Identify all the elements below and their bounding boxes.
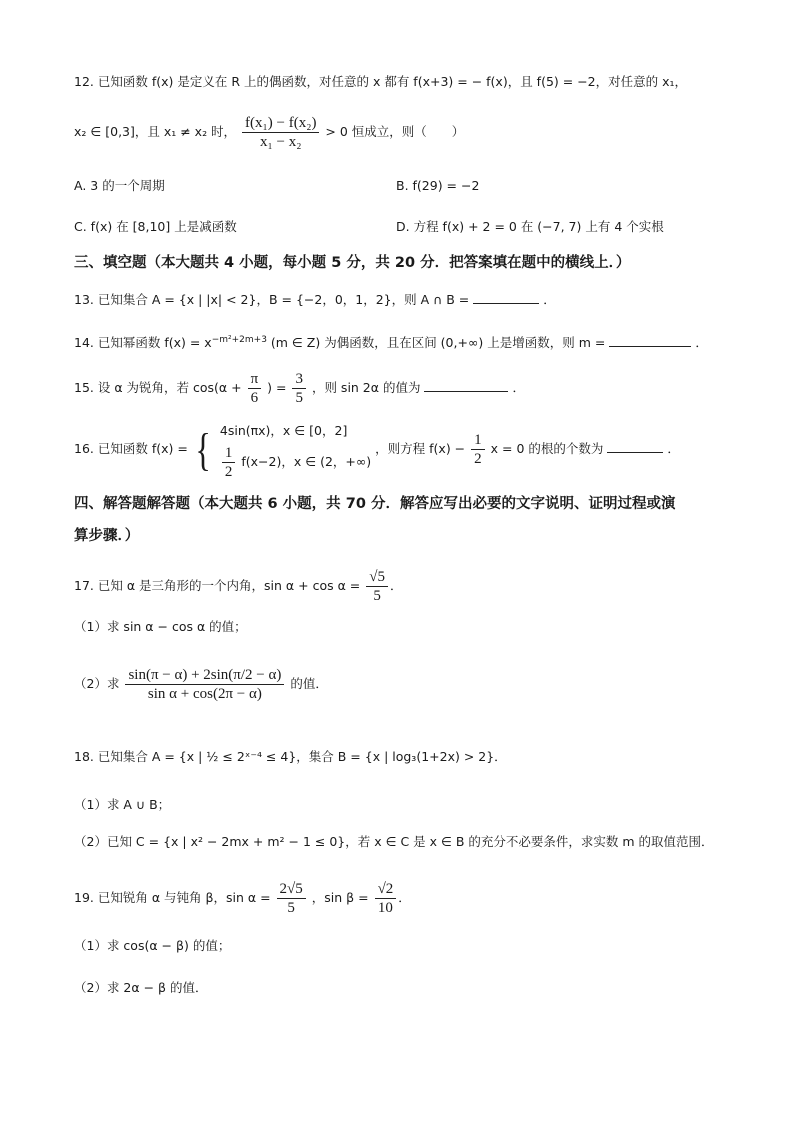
q17-text-pre: 17. 已知 α 是三角形的一个内角，sin α + cos α = — [74, 578, 361, 593]
q19-alpha-den: 5 — [287, 900, 295, 916]
q16-case-2 — [220, 444, 371, 481]
q14-text-pre: 14. 已知幂函数 f(x) = x — [74, 335, 212, 351]
q16-case2-den: 2 — [224, 464, 233, 480]
q12-fraction — [242, 114, 319, 151]
q14-answer-blank — [609, 333, 691, 347]
q15-value-den: 5 — [295, 390, 303, 406]
section-4-heading-line1: 四、解答题解答题（本大题共 6 小题，共 70 分．解答应写出必要的文字说明、证明过程或演 — [74, 496, 676, 512]
q16-case2-expr: f(x−2)，x ∈ (2，+∞) — [241, 454, 372, 469]
q12-frac-den: x₁ − x₂ — [260, 134, 302, 150]
q16: 16. 已知函数 f(x) = { 4sin(πx)，x ∈ [0，2] $\frac{1}{2}$ f(x−2)，x ∈ (2，+∞) ，则方程 f(x) − $\frac{1}{2}$ x = 0 的根的个数为 ． — [74, 418, 734, 481]
q12-frac-num: f(x₁) − f(x₂) — [242, 114, 319, 133]
q17-part2-num: sin(π − α) + 2sin(π/2 − α) — [125, 666, 284, 685]
q16-half-num: 1 — [471, 431, 485, 450]
q12-condition: x₂ ∈ [0,3]，且 x₁ ≠ x₂ 时， — [74, 124, 237, 139]
q17-stem — [74, 568, 734, 605]
q16-answer-blank — [607, 439, 663, 453]
q16-half-den: 2 — [474, 451, 482, 467]
q18-stem: 18. 已知集合 A = {x | ½ ≤ 2ˣ⁻⁴ ≤ 4}，集合 B = {x | log₃(1+2x) > 2}． — [74, 749, 507, 764]
q16-cases — [220, 418, 371, 481]
q19-text-pre: 19. 已知锐角 α 与钝角 β，sin α = — [74, 890, 271, 905]
q15-text-mid: ) = — [267, 380, 287, 395]
q19-beta-den: 10 — [377, 900, 393, 916]
q17-frac-num: √5 — [366, 568, 388, 587]
section-4-heading-line2: 算步骤．） — [74, 528, 140, 544]
q19-part-1: （1）求 cos(α − β) 的值； — [74, 938, 231, 953]
q15-answer-blank — [424, 378, 508, 392]
q19-beta-fraction — [375, 880, 397, 917]
q14-text-post: (m ∈ Z) 为偶函数，且在区间 (0,+∞) 上是增函数，则 m = — [270, 335, 606, 351]
q19-stem — [74, 880, 734, 917]
q12-option-d: D. 方程 f(x) + 2 = 0 在 (−7, 7) 上有 4 个实根 — [396, 219, 664, 234]
q12-option-a: A. 3 的一个周期 — [74, 178, 165, 193]
q15: 15. 设 α 为锐角，若 cos(α + $\frac{\pi}{6}$ ) = $\frac{3}{5}$ ，则 sin 2α 的值为 ． — [74, 371, 525, 406]
q17-part2-pre: （2）求 — [74, 676, 120, 691]
q19-text-mid: ，sin β = — [311, 890, 369, 905]
q17-frac-den: 5 — [373, 588, 381, 604]
q16-text-pre: 16. 已知函数 f(x) = — [74, 441, 188, 456]
q15-text-post: ，则 sin 2α 的值为 — [311, 380, 421, 395]
q17-text-post: ． — [390, 578, 403, 593]
q16-case-1: 4sin(πx)，x ∈ [0，2] — [219, 423, 348, 438]
q13-text: 13. 已知集合 A = {x | |x| < 2}，B = {−2，0，1，2}，则 A ∩ B = — [74, 292, 470, 307]
q12-option-b: B. f(29) = −2 — [396, 178, 480, 193]
q17-part-2 — [74, 666, 734, 703]
q15-value-num: 3 — [292, 370, 306, 389]
q17-fraction — [366, 568, 388, 605]
q17-part2-post: 的值． — [290, 676, 328, 691]
q13: 13. 已知集合 A = {x | |x| < 2}，B = {−2，0，1，2}，则 A ∩ B = ． — [74, 292, 556, 307]
q16-text-mid: ，则方程 f(x) − — [375, 441, 466, 456]
q14: 14. 已知幂函数 $f(x) = x^{-m^2+2m+3}$ (m ∈ Z) 为偶函数，且在区间 (0,+∞) 上是增函数，则 m = ． — [74, 335, 708, 351]
q15-text-pre: 15. 设 α 为锐角，若 cos(α + — [74, 380, 242, 395]
q16-case2-fraction — [222, 444, 236, 481]
q12-condition-end: > 0 恒成立，则（ ） — [325, 124, 465, 139]
q12-option-c: C. f(x) 在 [8,10] 上是减函数 — [74, 219, 237, 234]
q15-pi-fraction — [248, 370, 262, 407]
q12-stem-line1: 12. 已知函数 f(x) 是定义在 R 上的偶函数，对任意的 x 都有 f(x+3) = − f(x)，且 f(5) = −2，对任意的 x₁， — [74, 74, 688, 89]
q18-part-1: （1）求 A ∪ B； — [74, 797, 171, 812]
q12-stem-line2 — [74, 114, 734, 151]
q19-beta-num: √2 — [375, 880, 397, 899]
q15-pi-den: 6 — [250, 390, 259, 406]
q16-half-fraction — [471, 431, 485, 468]
q16-case2-num: 1 — [222, 444, 236, 463]
q15-pi-num: π — [248, 370, 262, 389]
q17-part2-den: sin α + cos(2π − α) — [147, 686, 262, 702]
q19-alpha-fraction — [277, 880, 306, 917]
q19-alpha-num: 2√5 — [277, 880, 306, 899]
q13-answer-blank — [473, 290, 539, 304]
q19-text-post: ． — [398, 890, 411, 905]
q17-part-1: （1）求 sin α − cos α 的值； — [74, 619, 247, 634]
q16-text-post: x = 0 的根的个数为 — [490, 441, 604, 456]
q14-exponent: −m²+2m+3 — [211, 335, 267, 345]
q19-part-2: （2）求 2α − β 的值． — [74, 980, 208, 995]
q16-brace: { — [195, 423, 211, 475]
q17-part2-fraction — [125, 666, 284, 703]
q18-part-2: （2）已知 C = {x | x² − 2mx + m² − 1 ≤ 0}，若 x ∈ C 是 x ∈ B 的充分不必要条件，求实数 m 的取值范围． — [74, 834, 714, 849]
section-3-heading: 三、填空题（本大题共 4 小题，每小题 5 分，共 20 分．把答案填在题中的横线上．） — [74, 255, 631, 271]
q15-value-fraction — [292, 370, 306, 407]
